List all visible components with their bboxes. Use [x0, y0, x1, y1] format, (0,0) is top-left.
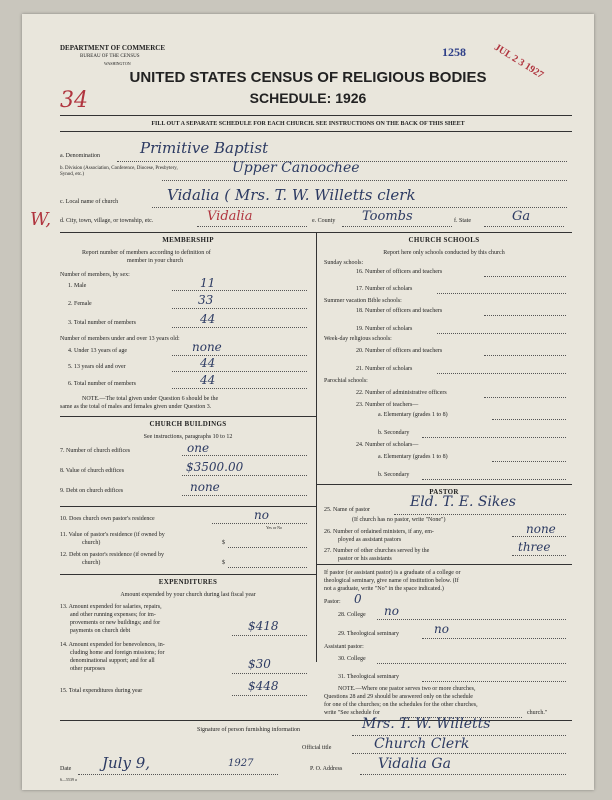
local-name-line — [152, 207, 567, 208]
q17-line — [437, 293, 566, 294]
date-line — [78, 774, 278, 775]
state-line — [484, 226, 564, 227]
other-churches-value[interactable]: three — [518, 540, 551, 554]
q17-label: 17. Number of scholars — [356, 286, 413, 292]
state-value[interactable]: Ga — [512, 209, 531, 224]
bureau-label: BUREAU OF THE CENSUS — [80, 54, 140, 59]
total-members-value[interactable]: 44 — [200, 312, 216, 326]
dollar-sign: $ — [222, 540, 225, 546]
residence-value-label-1: 11. Value of pastor's residence (if owned by — [60, 532, 165, 538]
running-exp-label-2: and other running expenses; for im- — [70, 612, 156, 618]
age-label: Number of members under and over 13 years old: — [60, 336, 180, 342]
expenditures-title: EXPENDITURES — [158, 578, 218, 586]
total-members-2-line — [172, 388, 307, 389]
signature-label: Signature of person furnishing information — [197, 727, 300, 733]
q24-label: 24. Number of scholars— — [356, 442, 419, 448]
residence-value-line — [228, 547, 307, 548]
po-address-line — [360, 774, 566, 775]
pastor-note-1: NOTE.—Where one pastor serves two or more churches, — [338, 686, 476, 692]
seminary-line — [422, 638, 566, 639]
q21-label: 21. Number of scholars — [356, 366, 413, 372]
edifices-label: 7. Number of church edifices — [60, 448, 131, 454]
college-label: 28. College — [338, 612, 366, 618]
q20-label: 20. Number of officers and teachers — [356, 348, 443, 354]
grad-info-1: If pastor (or assistant pastor) is a graduate of a college or — [324, 570, 461, 576]
q19-line — [437, 333, 566, 334]
asst-seminary-label: 31. Theological seminary — [338, 674, 400, 680]
total-members-line — [172, 327, 307, 328]
membership-title: MEMBERSHIP — [162, 236, 214, 244]
date-value[interactable]: July 9, — [102, 754, 151, 772]
division-line — [162, 180, 567, 181]
year-value[interactable]: 1927 — [228, 758, 254, 769]
male-value[interactable]: 11 — [200, 276, 216, 290]
ordained-value[interactable]: none — [526, 522, 556, 536]
form-title: UNITED STATES CENSUS OF RELIGIOUS BODIES — [129, 69, 487, 86]
q24a-line — [492, 461, 566, 462]
q23-label: 23. Number of teachers— — [356, 402, 419, 408]
q24b-label: b. Secondary — [378, 472, 410, 478]
q24b-line — [422, 479, 566, 480]
q23a-label: a. Elementary (grades 1 to 8) — [378, 412, 448, 418]
po-address-value[interactable]: Vidalia Ga — [378, 756, 451, 772]
city-label: WASHINGTON — [104, 61, 131, 66]
edifice-value-label: 8. Value of church edifices — [60, 468, 125, 474]
handwritten-w: W, — [30, 209, 52, 230]
under-13-label: 4. Under 13 years of age — [68, 348, 127, 354]
membership-intro-2: member in your church — [127, 258, 184, 264]
total-exp-line — [232, 695, 307, 696]
rule — [60, 115, 572, 116]
running-exp-line — [232, 635, 307, 636]
local-name-value[interactable]: Vidalia ( Mrs. T. W. Willetts clerk — [167, 186, 416, 204]
pastor-name-value[interactable]: Eld. T. E. Sikes — [410, 494, 516, 510]
sunday-label: Sunday schools: — [324, 260, 364, 266]
department-label: DEPARTMENT OF COMMERCE — [60, 44, 166, 52]
q16-label: 16. Number of officers and teachers — [356, 269, 443, 275]
q22-line — [484, 397, 566, 398]
official-title-value[interactable]: Church Clerk — [374, 736, 470, 752]
denomination-value[interactable]: Primitive Baptist — [140, 139, 269, 157]
buildings-title: CHURCH BUILDINGS — [149, 420, 227, 428]
city-label: d. City, town, village, or township, etc. — [60, 218, 154, 224]
college-value[interactable]: no — [384, 604, 399, 618]
rule — [316, 484, 572, 485]
city-line — [197, 226, 307, 227]
residence-own-value[interactable]: no — [254, 508, 269, 522]
official-title-label: Official title — [302, 745, 332, 751]
edifices-value[interactable]: one — [187, 441, 210, 455]
rule — [60, 506, 316, 507]
pastor-title: PASTOR — [429, 488, 459, 496]
q23a-line — [492, 419, 566, 420]
residence-debt-label-2: church) — [82, 560, 101, 566]
edifices-line — [182, 455, 307, 456]
signature-value[interactable]: Mrs. T. W. Willetts — [362, 716, 491, 732]
asst-college-line — [377, 663, 566, 664]
over-13-line — [172, 371, 307, 372]
running-exp-value[interactable]: $418 — [248, 619, 279, 633]
q16-line — [484, 276, 566, 277]
over-13-value[interactable]: 44 — [200, 356, 216, 370]
rule — [60, 720, 572, 721]
q21-line — [437, 373, 566, 374]
parochial-label: Parochial schools: — [324, 378, 368, 384]
q18-label: 18. Number of officers and teachers — [356, 308, 443, 314]
benevolence-value[interactable]: $30 — [248, 657, 271, 671]
county-label: e. County — [312, 218, 336, 224]
seminary-label: 29. Theological seminary — [338, 631, 400, 637]
residence-own-line — [212, 523, 307, 524]
pastor-note-4: write "See schedule for — [324, 710, 380, 716]
benevolence-line — [232, 673, 307, 674]
grad-info-3: not a graduate, write "No" in the space indicated.) — [324, 586, 444, 592]
under-13-line — [172, 355, 307, 356]
rule — [60, 416, 316, 417]
q23b-line — [422, 437, 566, 438]
rule — [60, 131, 572, 132]
rule — [60, 574, 316, 575]
form-number: 6—5539 a — [60, 777, 77, 782]
official-title-line — [352, 753, 566, 754]
buildings-sub: See instructions, paragraphs 10 to 12 — [143, 434, 233, 440]
schools-sub: Report here only schools conducted by this church — [383, 250, 505, 256]
q19-label: 19. Number of scholars — [356, 326, 413, 332]
pastor-note-2: Questions 28 and 29 should be answered only on the schedule — [324, 694, 473, 700]
male-label: 1. Male — [68, 283, 87, 289]
pastor-name-hint: (If church has no pastor, write "None") — [352, 517, 446, 523]
membership-intro-1: Report number of members according to definition of — [82, 250, 211, 256]
q23b-label: b. Secondary — [378, 430, 410, 436]
edifice-debt-label: 9. Debt on church edifices — [60, 488, 124, 494]
under-13-value[interactable]: none — [192, 340, 222, 354]
division-value[interactable]: Upper Canoochee — [232, 160, 360, 176]
benevolence-label-2: cluding home and foreign missions; for — [70, 650, 165, 656]
total-members-label: 3. Total number of members — [68, 320, 136, 326]
pastor-name-label: 25. Name of pastor — [324, 507, 370, 513]
female-line — [172, 308, 307, 309]
weekday-label: Week-day religious schools: — [324, 336, 392, 342]
male-line — [172, 290, 307, 291]
ordained-label-1: 26. Number of ordained ministers, if any, em- — [324, 529, 434, 535]
edifice-debt-line — [182, 495, 307, 496]
benevolence-label-4: other purposes — [70, 666, 106, 672]
running-exp-label-1: 13. Amount expended for salaries, repairs, — [60, 604, 162, 610]
date-label: Date — [60, 766, 72, 772]
rule — [316, 564, 572, 565]
residence-debt-label-1: 12. Debt on pastor's residence (if owned by — [60, 552, 165, 558]
schedule-title: SCHEDULE: 1926 — [249, 90, 367, 106]
total-members-2-label: 6. Total number of members — [68, 381, 136, 387]
edifice-debt-value[interactable]: none — [190, 480, 220, 494]
county-line — [342, 226, 452, 227]
q22-label: 22. Number of administrative officers — [356, 390, 447, 396]
benevolence-label-3: denominational support; and for all — [70, 658, 155, 664]
pastor-note-5: church." — [527, 710, 548, 716]
q20-line — [484, 355, 566, 356]
residence-value-label-2: church) — [82, 540, 101, 546]
pastor-mark: 0 — [354, 592, 362, 606]
handwritten-34: 34 — [60, 88, 88, 113]
asst-college-label: 30. College — [338, 656, 366, 662]
edifice-value-value[interactable]: $3500.00 — [186, 460, 244, 474]
division-label: b. Division (Association, Conference, Diocese, Presbytery, Synod, etc.) — [60, 166, 178, 177]
schools-title: CHURCH SCHOOLS — [408, 236, 480, 244]
over-13-label: 5. 13 years old and over — [68, 364, 126, 370]
local-name-label: c. Local name of church — [60, 199, 119, 205]
by-sex-label: Number of members, by sex: — [60, 272, 130, 278]
po-address-label: P. O. Address — [310, 766, 343, 772]
column-divider — [316, 232, 317, 662]
seminary-value[interactable]: no — [434, 622, 449, 636]
county-value[interactable]: Toombs — [362, 209, 413, 224]
received-stamp: JUL 2 3 1927 — [492, 42, 546, 81]
other-churches-label-2: pastor or his assistants — [338, 556, 392, 562]
benevolence-label-1: 14. Amount expended for benevolences, in- — [60, 642, 165, 648]
edifice-value-line — [182, 475, 307, 476]
dollar-sign: $ — [222, 560, 225, 566]
residence-debt-line — [228, 567, 307, 568]
pastor-name-line — [394, 514, 566, 515]
female-label: 2. Female — [68, 301, 92, 307]
residence-own-label: 10. Does church own pastor's residence — [60, 516, 155, 522]
yes-no-hint: Yes or No — [266, 525, 283, 530]
summer-label: Summer vacation Bible schools: — [324, 298, 402, 304]
total-members-2-value[interactable]: 44 — [200, 373, 216, 387]
pastor-note-3: for one of the churches; on the schedules for the other churches, — [324, 702, 478, 708]
state-label: f. State — [454, 218, 471, 224]
q24a-label: a. Elementary (grades 1 to 8) — [378, 454, 448, 460]
q18-line — [484, 315, 566, 316]
ordained-label-2: ployed as assistant pastors — [338, 537, 402, 543]
total-exp-value[interactable]: $448 — [248, 679, 279, 693]
denomination-label: a. Denomination — [60, 153, 100, 159]
census-form — [22, 14, 594, 790]
membership-note-2: same as the total of males and females given under Question 3. — [60, 404, 212, 410]
expenditures-sub: Amount expended by your church during last fiscal year — [120, 592, 256, 598]
membership-note-1: NOTE.—The total given under Question 6 should be the — [82, 396, 219, 402]
asst-seminary-line — [422, 681, 566, 682]
ordained-line — [512, 536, 566, 537]
instruction-bar: FILL OUT A SEPARATE SCHEDULE FOR EACH CHURCH. SEE INSTRUCTIONS ON THE BACK OF THIS SHEET — [151, 121, 465, 127]
pastor-sub-label: Pastor: — [324, 599, 341, 605]
city-value[interactable]: Vidalia — [207, 209, 253, 224]
college-line — [377, 619, 566, 620]
female-value[interactable]: 33 — [198, 293, 214, 307]
other-churches-label-1: 27. Number of other churches served by the — [324, 548, 430, 554]
total-exp-label: 15. Total expenditures during year — [60, 688, 143, 694]
other-churches-line — [512, 555, 566, 556]
grad-info-2: theological seminary, give name of institution below. (If — [324, 578, 459, 584]
schedule-number: 1258 — [442, 45, 466, 59]
running-exp-label-4: payments on church debt — [70, 628, 131, 634]
assistant-label: Assistant pastor: — [324, 644, 364, 650]
running-exp-label-3: provements or new buildings; and for — [70, 620, 161, 626]
